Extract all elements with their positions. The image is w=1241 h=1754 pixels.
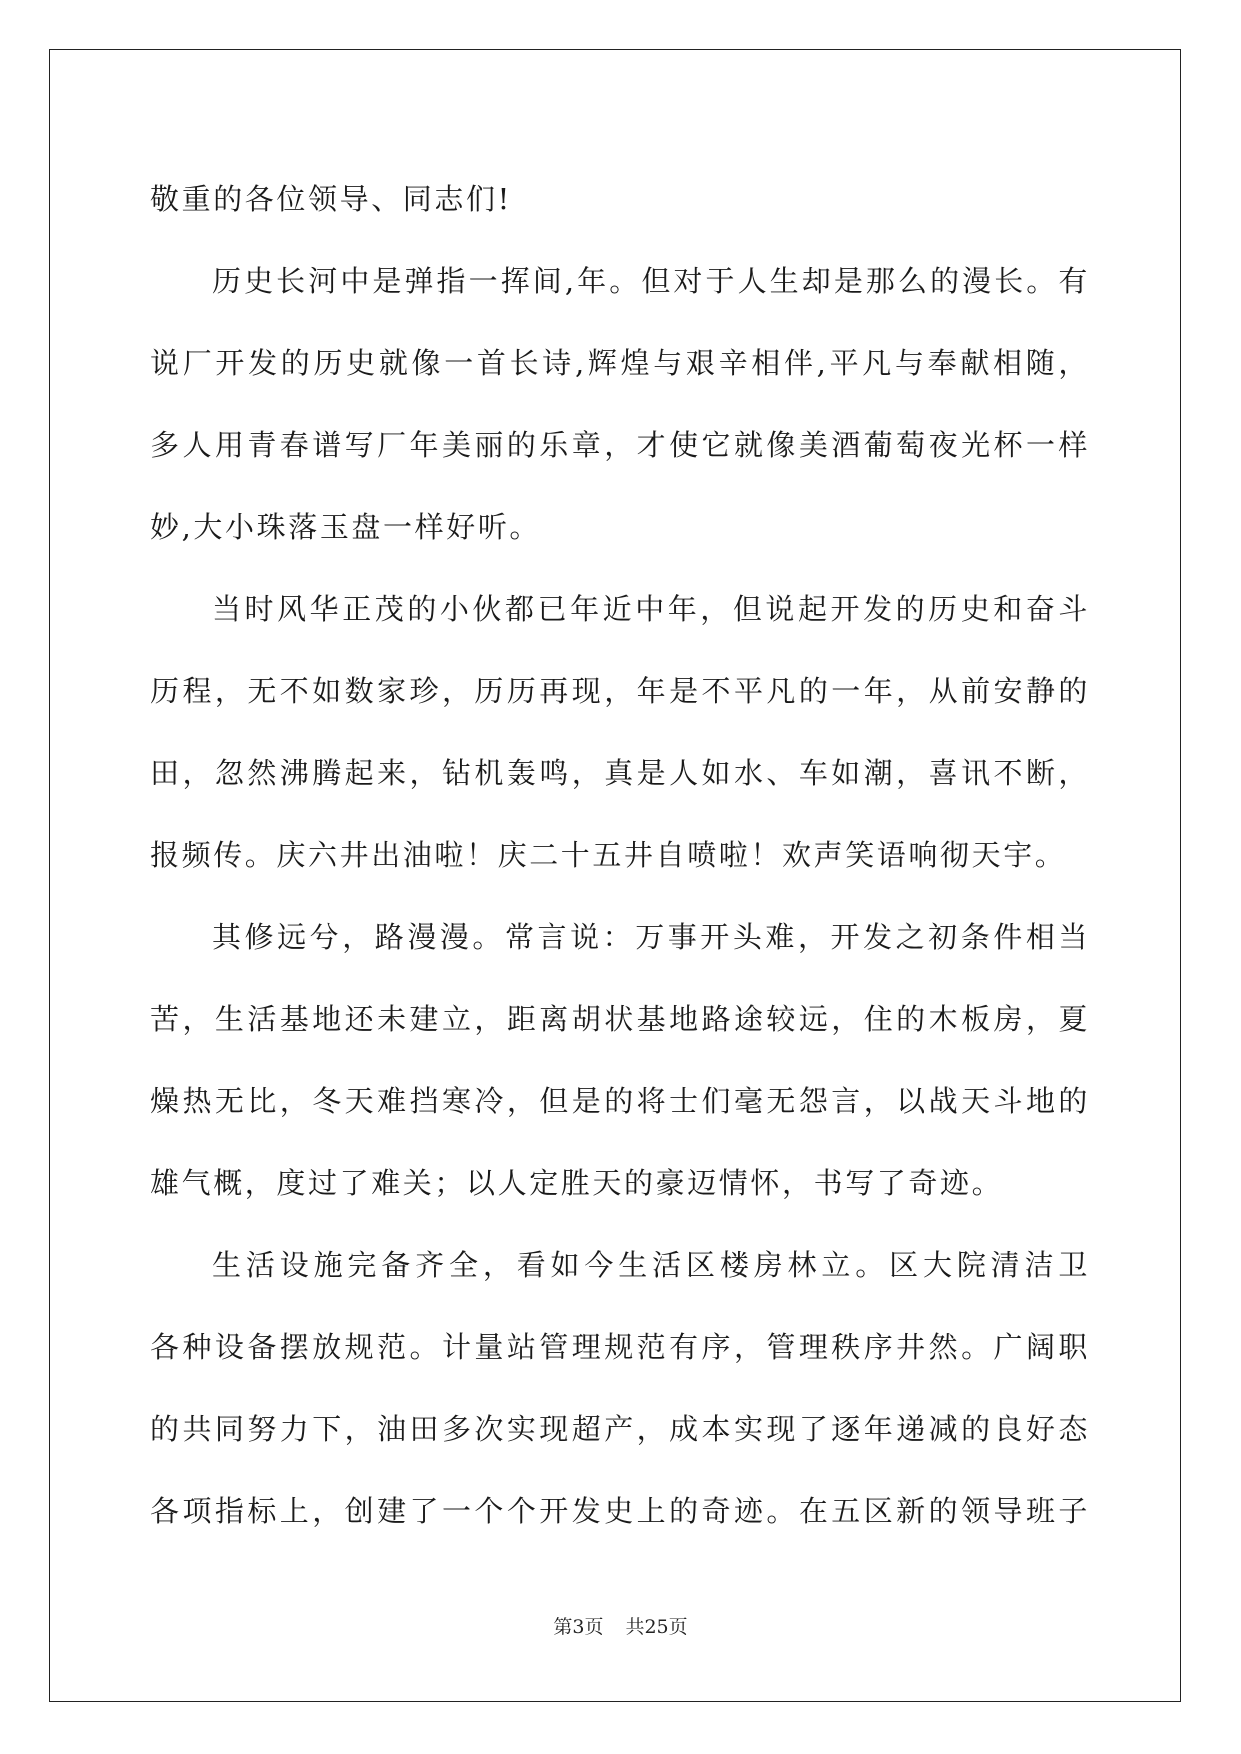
text-line: 报频传。庆六井出油啦！庆二十五井自喷啦！欢声笑语响彻天宇。 [150, 838, 1067, 872]
text-line: 燥热无比，冬天难挡寒冷，但是的将士们毫无怨言，以战天斗地的 [150, 1084, 1090, 1118]
page-total: 共25页 [625, 1616, 688, 1638]
text-line: 当时风华正茂的小伙都已年近中年，但说起开发的历史和奋斗 [212, 592, 1090, 626]
text-line: 田，忽然沸腾起来，钻机轰鸣，真是人如水、车如潮，喜讯不断， [150, 756, 1090, 790]
text-line: 多人用青春谱写厂年美丽的乐章，才使它就像美酒葡萄夜光杯一样 [150, 428, 1090, 462]
text-line: 妙,大小珠落玉盘一样好听。 [150, 510, 542, 544]
text-line: 说厂开发的历史就像一首长诗,辉煌与艰辛相伴,平凡与奉献相随， [150, 346, 1090, 380]
page-footer [0, 1612, 1241, 1639]
text-line: 历程，无不如数家珍，历历再现，年是不平凡的一年，从前安静的 [150, 674, 1090, 708]
text-line: 敬重的各位领导、同志们! [150, 182, 512, 216]
text-line: 其修远兮，路漫漫。常言说：万事开头难，开发之初条件相当 [212, 920, 1090, 954]
text-line: 各项指标上，创建了一个个开发史上的奇迹。在五区新的领导班子 [150, 1494, 1090, 1528]
text-line: 苦，生活基地还未建立，距离胡状基地路途较远，住的木板房，夏 [150, 1002, 1090, 1036]
text-line: 生活设施完备齐全，看如今生活区楼房林立。区大院清洁卫 [212, 1248, 1090, 1282]
page-number: 第3页 [553, 1616, 604, 1638]
text-line: 各种设备摆放规范。计量站管理规范有序，管理秩序井然。广阔职 [150, 1330, 1090, 1364]
document-body [150, 158, 1090, 1552]
text-line: 历史长河中是弹指一挥间,年。但对于人生却是那么的漫长。有 [212, 264, 1090, 298]
text-line: 的共同努力下，油田多次实现超产，成本实现了逐年递减的良好态 [150, 1412, 1090, 1446]
text-line: 雄气概，度过了难关；以人定胜天的豪迈情怀，书写了奇迹。 [150, 1166, 1004, 1200]
